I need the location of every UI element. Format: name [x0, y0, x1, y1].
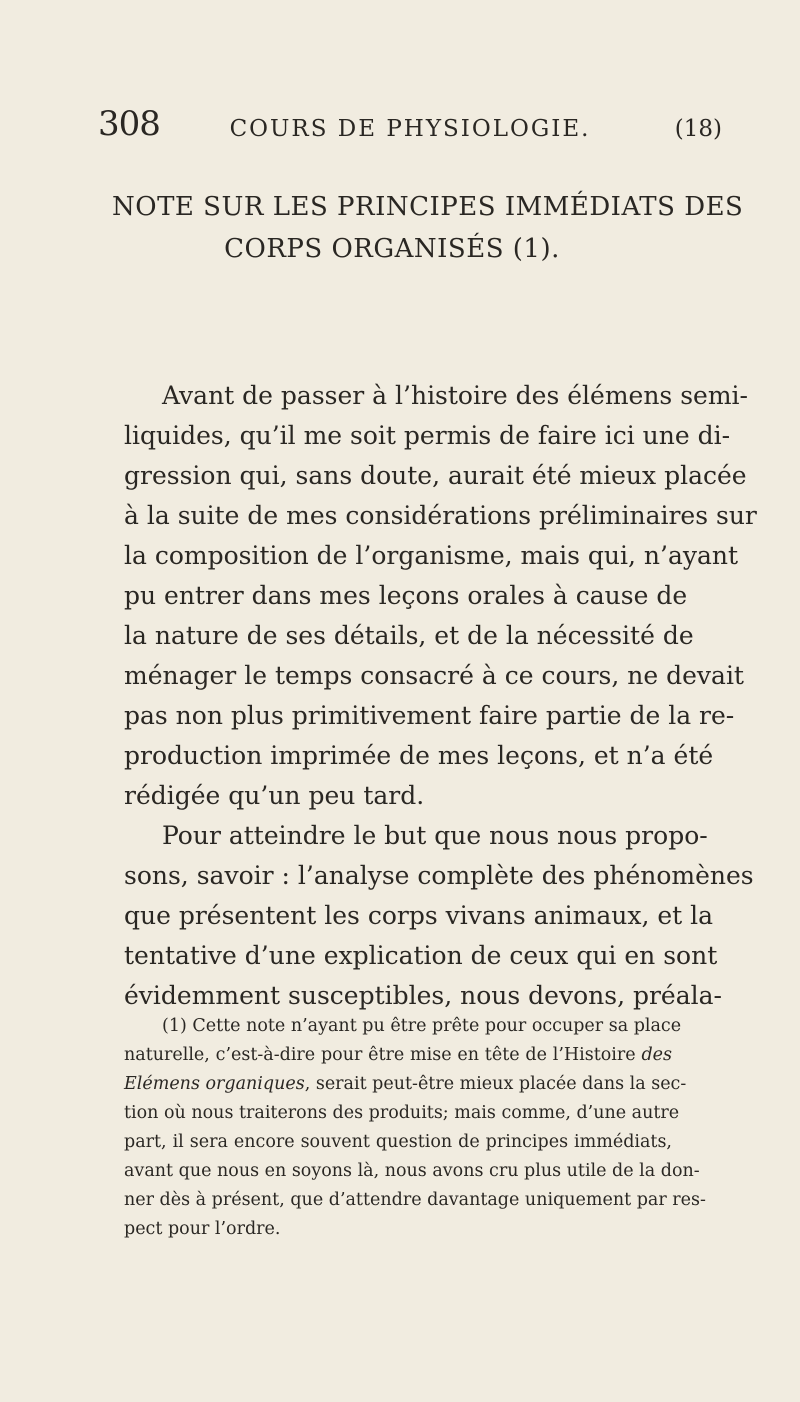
- text-line: tentative d’une explication de ceux qui en sont: [124, 941, 718, 970]
- footnote: [124, 1012, 706, 1244]
- footnote-line: (1) Cette note n’ayant pu être prête pour occuper sa place: [162, 1016, 682, 1036]
- footnote-line: [124, 1070, 687, 1099]
- footnote-italic-text: des: [641, 1045, 672, 1065]
- text-line: pas non plus primitivement faire partie de la re-: [124, 701, 735, 730]
- footnote-line: part, il sera encore souvent question de principes immédiats,: [124, 1132, 672, 1152]
- footnote-line: ner dès à présent, que d’attendre davantage uniquement par res-: [124, 1190, 706, 1210]
- text-line: gression qui, sans doute, aurait été mieux placée: [124, 461, 747, 490]
- running-header: [98, 104, 722, 148]
- text-line: liquides, qu’il me soit permis de faire ici une di-: [124, 421, 731, 450]
- text-line: production imprimée de mes leçons, et n’a été: [124, 741, 714, 770]
- sheet-mark: (18): [674, 116, 722, 142]
- page-number: 308: [98, 104, 160, 144]
- text-line: ménager le temps consacré à ce cours, ne devait: [124, 661, 744, 690]
- footnote-line: avant que nous en soyons là, nous avons cru plus utile de la don-: [124, 1161, 700, 1181]
- text-line: la composition de l’organisme, mais qui, n’ayant: [124, 541, 739, 570]
- text-line: évidemment susceptibles, nous devons, préala-: [124, 981, 722, 1010]
- text-line: la nature de ses détails, et de la nécessité de: [124, 621, 694, 650]
- running-title: COURS DE PHYSIOLOGIE.: [229, 116, 591, 142]
- text-line: à la suite de mes considérations préliminaires sur: [124, 501, 757, 530]
- section-heading: [112, 186, 744, 270]
- text-line: Pour atteindre le but que nous nous propo-: [162, 821, 708, 850]
- footnote-text: naturelle, c’est-à-dire pour être mise en tête de l’Histoire: [124, 1045, 636, 1065]
- text-line: que présentent les corps vivans animaux, et la: [124, 901, 714, 930]
- footnote-line: [124, 1041, 672, 1070]
- body-text: [124, 376, 757, 1016]
- text-line: Avant de passer à l’histoire des élémens semi-: [162, 381, 748, 410]
- footnote-italic-text: Elémens organiques: [124, 1074, 305, 1094]
- footnote-text: , serait peut-être mieux placée dans la sec-: [304, 1074, 687, 1094]
- footnote-line: tion où nous traiterons des produits; mais comme, d’une autre: [124, 1103, 680, 1123]
- text-line: rédigée qu’un peu tard.: [124, 781, 425, 810]
- footnote-line: pect pour l’ordre.: [124, 1219, 281, 1239]
- text-line: pu entrer dans mes leçons orales à cause de: [124, 581, 688, 610]
- heading-line-2: CORPS ORGANISÉS (1).: [224, 234, 560, 264]
- text-line: sons, savoir : l’analyse complète des phénomènes: [124, 861, 754, 890]
- heading-line-1: NOTE SUR LES PRINCIPES IMMÉDIATS DES: [112, 192, 744, 222]
